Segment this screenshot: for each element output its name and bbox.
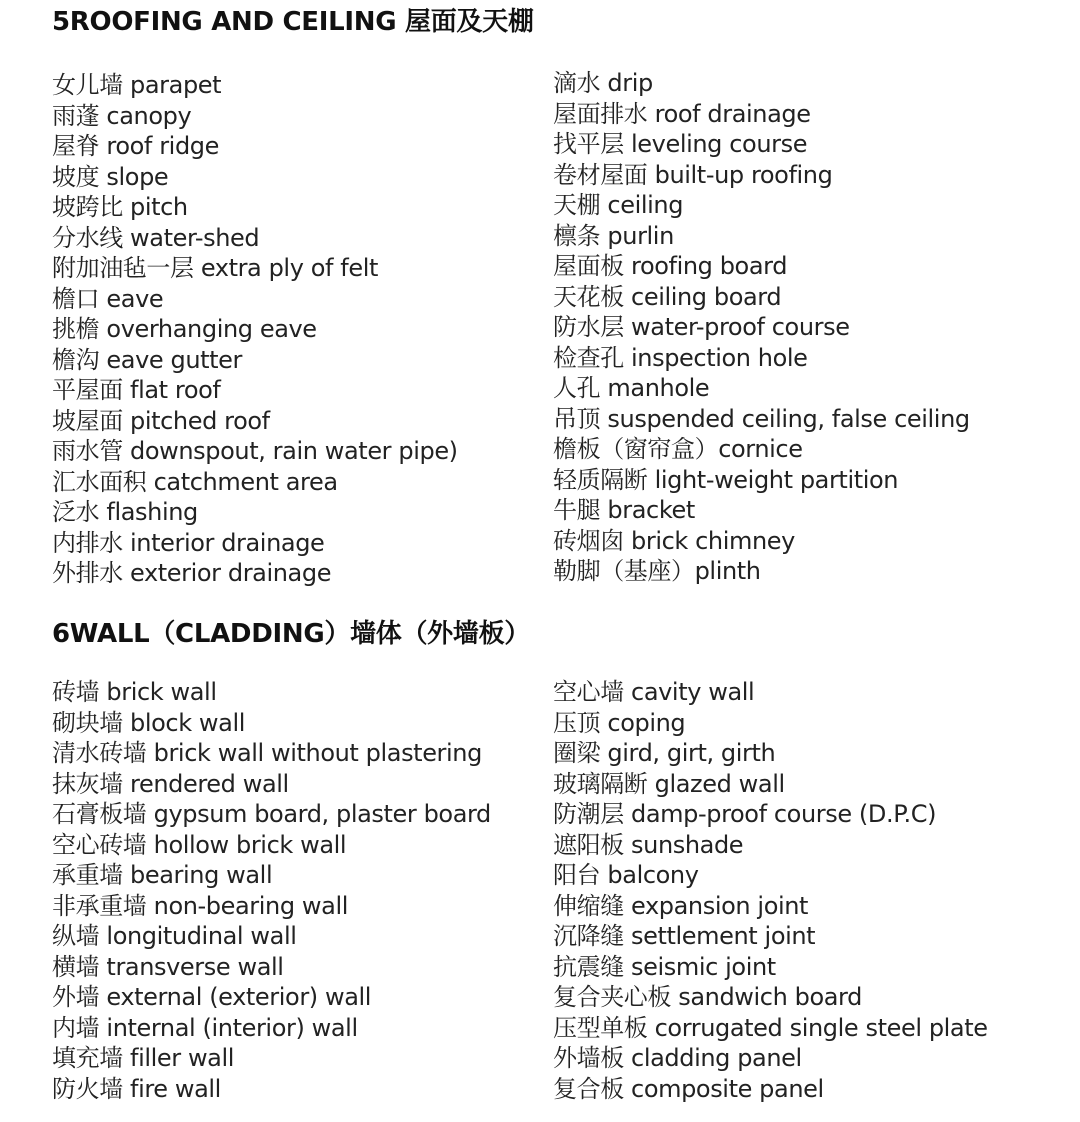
term-item: 分水线 water-shed — [52, 223, 260, 252]
term-item: 坡跨比 pitch — [52, 193, 188, 221]
section-5-title: 5ROOFING AND CEILING 屋面及天棚 — [52, 7, 534, 37]
term-item: 汇水面积 catchment area — [52, 467, 338, 496]
term-item: 石膏板墙 gypsum board, plaster board — [52, 800, 491, 828]
section-6-right-term-list — [553, 677, 988, 1104]
term-item: 砖墙 brick wall — [52, 678, 217, 706]
term-item: 阳台 balcony — [553, 861, 699, 889]
term-item: 填充墙 filler wall — [52, 1044, 235, 1072]
term-item: 雨水管 downspout, rain water pipe) — [52, 437, 458, 465]
term-item: 压型单板 corrugated single steel plate — [553, 1013, 988, 1042]
term-item: 吊顶 suspended ceiling, false ceiling — [553, 404, 970, 433]
term-item: 玻璃隔断 glazed wall — [553, 769, 785, 798]
term-item: 平屋面 flat roof — [52, 376, 221, 404]
term-item: 清水砖墙 brick wall without plastering — [52, 739, 482, 767]
term-item: 砖烟囱 brick chimney — [553, 526, 795, 555]
term-item: 附加油毡一层 extra ply of felt — [52, 254, 378, 282]
term-item: 防水层 water-proof course — [553, 313, 850, 341]
term-item: 挑檐 overhanging eave — [52, 315, 317, 343]
term-item: 轻质隔断 light-weight partition — [553, 465, 899, 494]
term-item: 滴水 drip — [553, 69, 653, 97]
term-item: 外墙板 cladding panel — [553, 1044, 802, 1072]
term-item: 天棚 ceiling — [553, 191, 684, 219]
term-item: 压顶 coping — [553, 708, 686, 737]
term-item: 沉降缝 settlement joint — [553, 922, 816, 950]
term-item: 遮阳板 sunshade — [553, 830, 744, 859]
term-item: 坡屋面 pitched roof — [52, 406, 270, 435]
term-item: 屋脊 roof ridge — [52, 132, 219, 160]
term-item: 检查孔 inspection hole — [553, 343, 808, 372]
term-item: 檩条 purlin — [553, 221, 674, 250]
term-item: 人孔 manhole — [553, 374, 710, 402]
term-item: 空心砖墙 hollow brick wall — [52, 830, 347, 859]
term-item: 天花板 ceiling board — [553, 282, 782, 311]
term-item: 复合板 composite panel — [553, 1074, 824, 1103]
term-item: 防火墙 fire wall — [52, 1074, 221, 1103]
section-5-right-term-list — [553, 68, 970, 587]
term-item: 抹灰墙 rendered wall — [52, 769, 289, 798]
term-item: 檐沟 eave gutter — [52, 345, 242, 374]
term-item: 坡度 slope — [52, 162, 169, 191]
term-item: 雨蓬 canopy — [52, 101, 192, 130]
term-item: 牛腿 bracket — [553, 496, 695, 524]
term-item: 承重墙 bearing wall — [52, 861, 273, 889]
term-item: 非承重墙 non-bearing wall — [52, 891, 348, 920]
term-item: 找平层 leveling course — [553, 130, 808, 158]
section-5-left-term-list — [52, 70, 458, 589]
term-item: 檐板（窗帘盒）cornice — [553, 435, 803, 463]
term-item: 外墙 external (exterior) wall — [52, 983, 372, 1011]
term-item: 屋面板 roofing board — [553, 252, 788, 280]
term-item: 女儿墙 parapet — [52, 71, 222, 99]
term-item: 内墙 internal (interior) wall — [52, 1013, 358, 1042]
term-item: 纵墙 longitudinal wall — [52, 922, 297, 950]
term-item: 圈梁 gird, girt, girth — [553, 739, 776, 767]
term-item: 檐口 eave — [52, 284, 164, 313]
term-item: 泛水 flashing — [52, 498, 198, 526]
term-item: 卷材屋面 built-up roofing — [553, 160, 833, 189]
term-item: 伸缩缝 expansion joint — [553, 891, 809, 920]
term-item: 砌块墙 block wall — [52, 708, 246, 737]
term-item: 复合夹心板 sandwich board — [553, 983, 862, 1011]
term-item: 防潮层 damp-proof course (D.P.C) — [553, 800, 937, 828]
term-item: 勒脚（基座）plinth — [553, 557, 761, 585]
term-item: 抗震缝 seismic joint — [553, 952, 776, 981]
term-item: 外排水 exterior drainage — [52, 559, 332, 587]
section-6-left-term-list — [52, 677, 491, 1104]
term-item: 屋面排水 roof drainage — [553, 99, 811, 128]
term-item: 横墙 transverse wall — [52, 952, 284, 981]
term-item: 内排水 interior drainage — [52, 528, 325, 557]
term-item: 空心墙 cavity wall — [553, 678, 755, 706]
section-6-title: 6WALL（CLADDING）墙体（外墙板） — [52, 619, 530, 649]
